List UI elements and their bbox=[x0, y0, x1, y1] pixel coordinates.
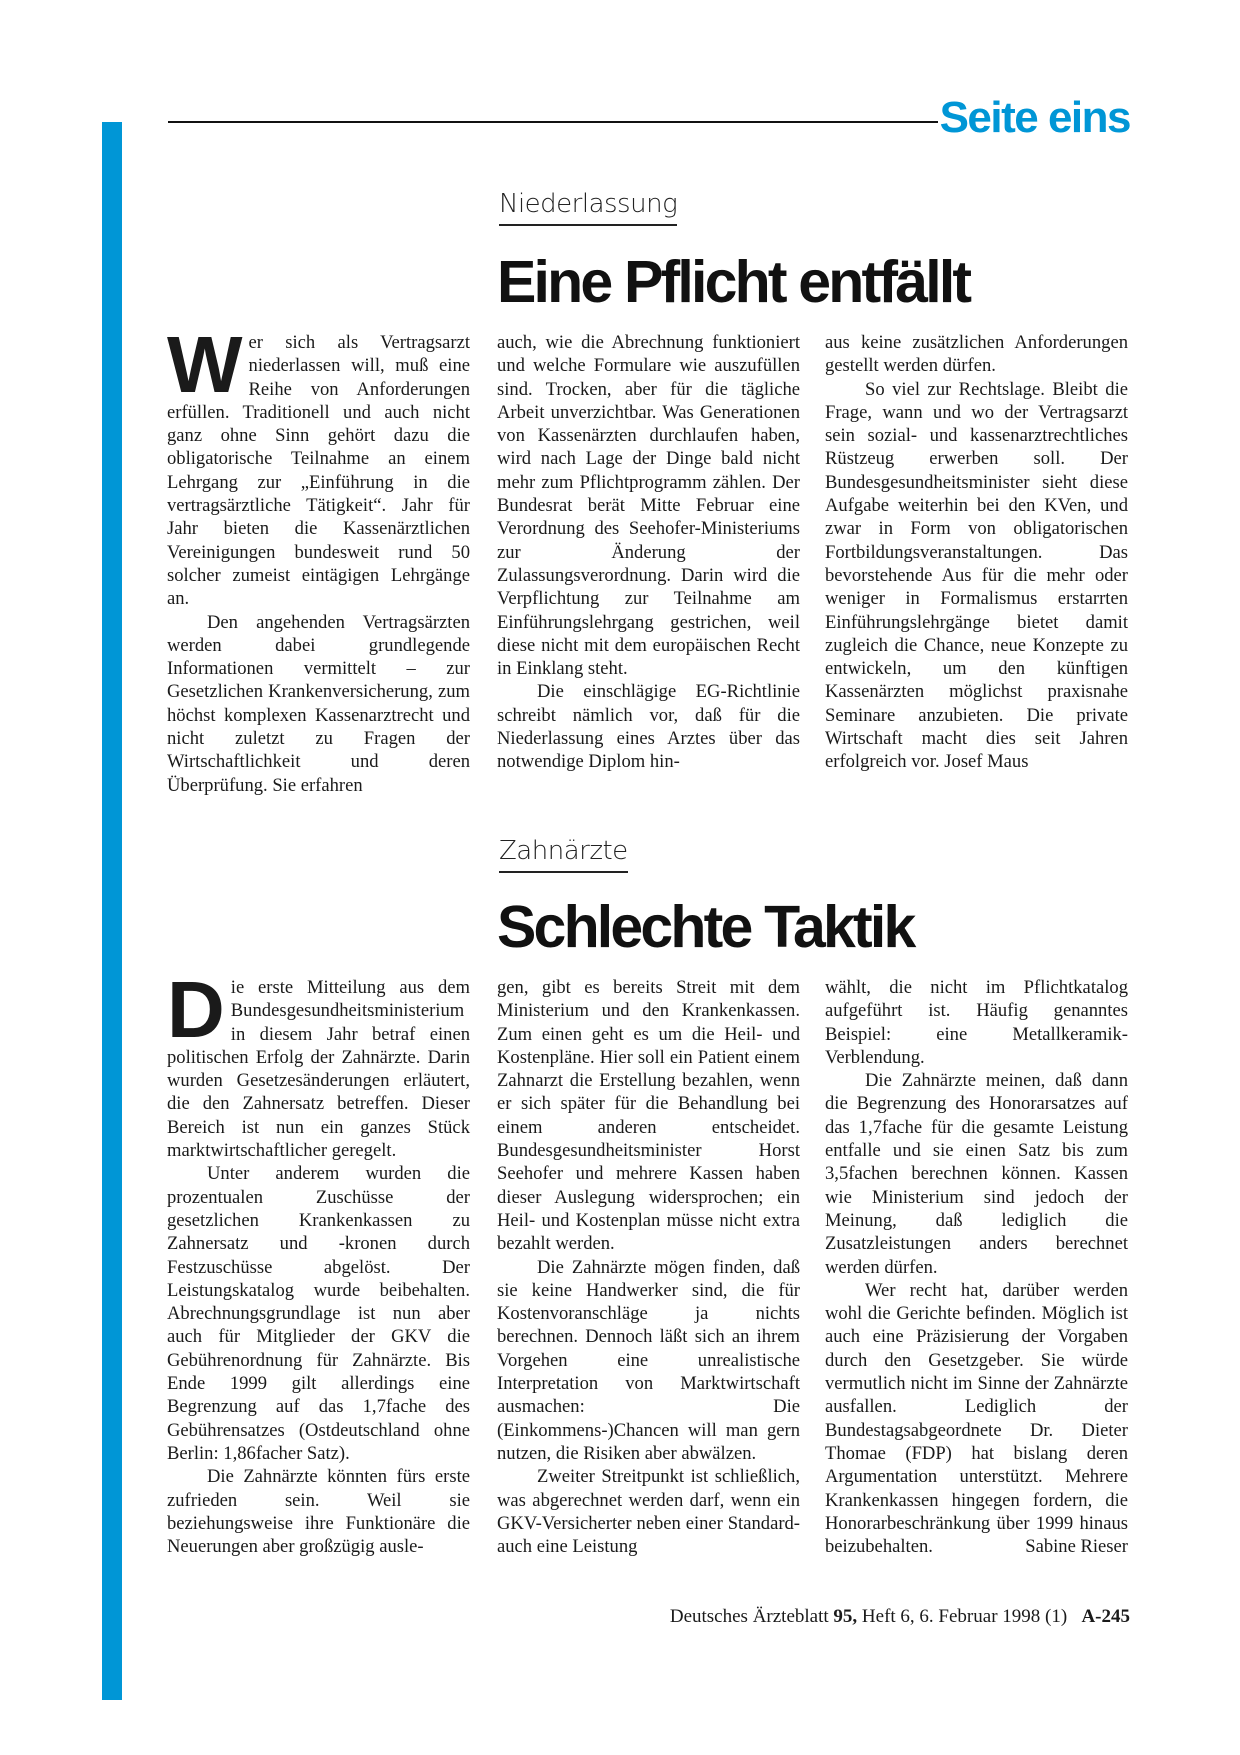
article2-column-2 bbox=[497, 976, 800, 1558]
article2-col2-text-c: Zweiter Streitpunkt ist schließlich, was abgerechnet werden darf, wenn ein GKV-Versicherter neben einer Standard- auch eine Leistung bbox=[497, 1466, 800, 1558]
article2-dropcap: D bbox=[167, 965, 225, 1054]
footer-volume: 95, bbox=[833, 1606, 858, 1627]
article2-author: Sabine Rieser bbox=[1025, 1536, 1128, 1558]
article2-col3-text-b: Die Zahnärzte meinen, daß dann die Begrenzung des Honorarsatzes auf das 1,7fache für die gesamte Leistung entfalle und sie einen Satz bis zum 3,5fachen berechnen können. Kassen wie Ministerium sind jedoch der Meinung, daß lediglich die Zusatzleistungen anders berechnet werden dürfen. bbox=[825, 1070, 1128, 1278]
article1-col3-text-b: So viel zur Rechtslage. Bleibt die Frage, wann und wo der Vertragsarzt sein sozial- und kassenarztrechtliches Rüstzeug erwerben soll. Der Bundesgesundheitsminister sieht diese Aufgabe weiterhin bei den KVen, und zwar in Form von obligatorischen Fortbildungsveranstaltungen. Das bevorstehende Aus für die mehr oder weniger in Formalismus erstarrten Einführungslehrgänge bietet damit zugleich die Chance, neue Konzepte zu entwickeln, um den künftigen Kassenärzten möglichst praxisnahe Seminare anzubieten. Die private Wirtschaft macht dies seit Jahren erfolgreich vor. bbox=[825, 378, 1128, 773]
article2-paragraph bbox=[825, 1279, 1128, 1559]
article2-headline: Schlechte Taktik bbox=[497, 894, 914, 960]
article1-paragraph bbox=[825, 378, 1128, 774]
article2-paragraph bbox=[167, 965, 470, 1162]
header-rule bbox=[168, 121, 938, 123]
article1-col3-text-a: aus keine zusätzlichen Anforderungen gestellt werden dürfen. bbox=[825, 332, 1128, 377]
article1-col2-text-a: auch, wie die Abrechnung funktioniert und welche Formulare wie auszufüllen sind. Trocken, aber für die tägliche Arbeit unverzichtbar. Was Generationen von Kassenärzten durchlaufen haben, wird nach Lage der Dinge bald nicht mehr zum Pflichtprogramm zählen. Der Bundesrat berät Mitte Februar eine Verordnung des Seehofer-Ministeriums zur Änderung der Zulassungsverordnung. Darin wird die Verpflichtung zur Teilnahme am Einführungslehrgang gestrichen, weil diese nicht mit dem europäischen Recht in Einklang steht. bbox=[497, 332, 800, 680]
footer-page-number: A-245 bbox=[1081, 1606, 1130, 1627]
footer-issue: Heft 6, 6. Februar 1998 (1) bbox=[861, 1606, 1068, 1627]
article1-col1-text-b: Den angehenden Vertragsärzten werden dabei grundlegende Informationen vermittelt – zur Gesetzlichen Krankenversicherung, zum höchst komplexen Kassenarztrecht und nicht zuletzt zu Fragen der Wirtschaftlichkeit und deren Überprüfung. Sie erfahren bbox=[167, 611, 470, 796]
section-title: Seite eins bbox=[939, 93, 1130, 142]
article1-author: Josef Maus bbox=[944, 751, 1029, 773]
article1-headline: Eine Pflicht entfällt bbox=[497, 249, 970, 315]
footer-journal: Deutsches Ärzteblatt bbox=[669, 1606, 829, 1627]
article2-col2-text-b: Die Zahnärzte mögen finden, daß sie keine Handwerker sind, die für Kostenvoranschläge ja nichts berechnen. Dennoch läßt sich an ihrem Vorgehen eine unrealistische Interpretation von Marktwirtschaft ausmachen: Die (Einkommens-)Chancen will man gern nutzen, die Risiken aber abwälzen. bbox=[497, 1256, 800, 1464]
article1-col2-text-b: Die einschlägige EG-Richtlinie schreibt nämlich vor, daß für die Niederlassung eines Arztes über das notwendige Diplom hin- bbox=[497, 681, 800, 773]
article2-col1-text-b: Unter anderem wurden die prozentualen Zuschüsse der gesetzlichen Krankenkassen zu Zahnersatz und -kronen durch Festzuschüsse abgelöst. Der Leistungskatalog wurde beibehalten. Abrechnungsgrundlage ist nun aber auch für Mitglieder der GKV die Gebührenordnung für Zahnärzte. Bis Ende 1999 gilt allerdings eine Begrenzung auf das 1,7fache des Gebührensatzes (Ostdeutschland ohne Berlin: 1,86facher Satz). bbox=[167, 1163, 470, 1464]
accent-side-bar bbox=[102, 122, 122, 1700]
article1-column-3 bbox=[825, 331, 1128, 774]
article2-col3-text-c: Wer recht hat, darüber werden wohl die Gerichte befinden. Möglich ist auch eine Präzisierung der Vorgaben durch den Gesetzgeber. Sie würde vermutlich nicht im Sinne der Zahnärzte ausfallen. Lediglich der Bundestagsabgeordnete Dr. Dieter Thomae (FDP) hat bislang deren Argumentation unterstützt. Mehrere Krankenkassen hingegen fordern, die Honorarbeschränkung über 1999 hinaus beizubehalten. bbox=[825, 1279, 1128, 1558]
article2-col3-text-a: wählt, die nicht im Pflichtkatalog aufgeführt ist. Häufig genanntes Beispiel: eine Metallkeramik-Verblendung. bbox=[825, 977, 1128, 1068]
article2-column-3 bbox=[825, 976, 1128, 1558]
article1-dropcap: W bbox=[167, 320, 243, 409]
page-footer bbox=[670, 1606, 1130, 1628]
article2-column-1 bbox=[167, 965, 470, 1558]
article2-col1-text-a: ie erste Mitteilung aus dem Bundesgesundheitsministerium in diesem Jahr betraf einen politischen Erfolg der Zahnärzte. Darin wurden Gesetzesänderungen erläutert, die den Zahnersatz betreffen. Dieser Bereich ist nun ein ganzes Stück marktwirtschaftlicher geregelt. bbox=[167, 977, 470, 1162]
article1-paragraph bbox=[167, 320, 470, 611]
article1-col1-text-a: er sich als Vertragsarzt niederlassen will, muß eine Reihe von Anforderungen erfüllen. Traditionell und auch nicht ganz ohne Sinn gehört dazu die obligatorische Teilnahme an einem Lehrgang zur „Einführung in die vertragsärztliche Tätigkeit“. Jahr für Jahr bieten die Kassenärztlichen Vereinigungen bundesweit rund 50 solcher zumeist eintägigen Lehrgänge an. bbox=[167, 332, 470, 610]
article2-col2-text-a: gen, gibt es bereits Streit mit dem Ministerium und den Krankenkassen. Zum einen geht es um die Heil- und Kostenpläne. Hier soll ein Patient einem Zahnarzt die Erstellung bezahlen, wenn er sich später für die Behandlung bei einem anderen entscheidet. Bundesgesundheitsminister Horst Seehofer und mehrere Kassen haben dieser Auslegung widersprochen; ein Heil- und Kostenplan müsse nicht extra bezahlt werden. bbox=[497, 977, 800, 1255]
article1-column-1 bbox=[167, 320, 470, 797]
article2-col1-text-c: Die Zahnärzte könnten fürs erste zufrieden sein. Weil sie beziehungsweise ihre Funktionäre die Neuerungen aber großzügig ausle- bbox=[167, 1466, 470, 1558]
article1-kicker: Niederlassung bbox=[499, 191, 677, 226]
article1-column-2 bbox=[497, 331, 800, 774]
article2-kicker: Zahnärzte bbox=[499, 838, 628, 873]
